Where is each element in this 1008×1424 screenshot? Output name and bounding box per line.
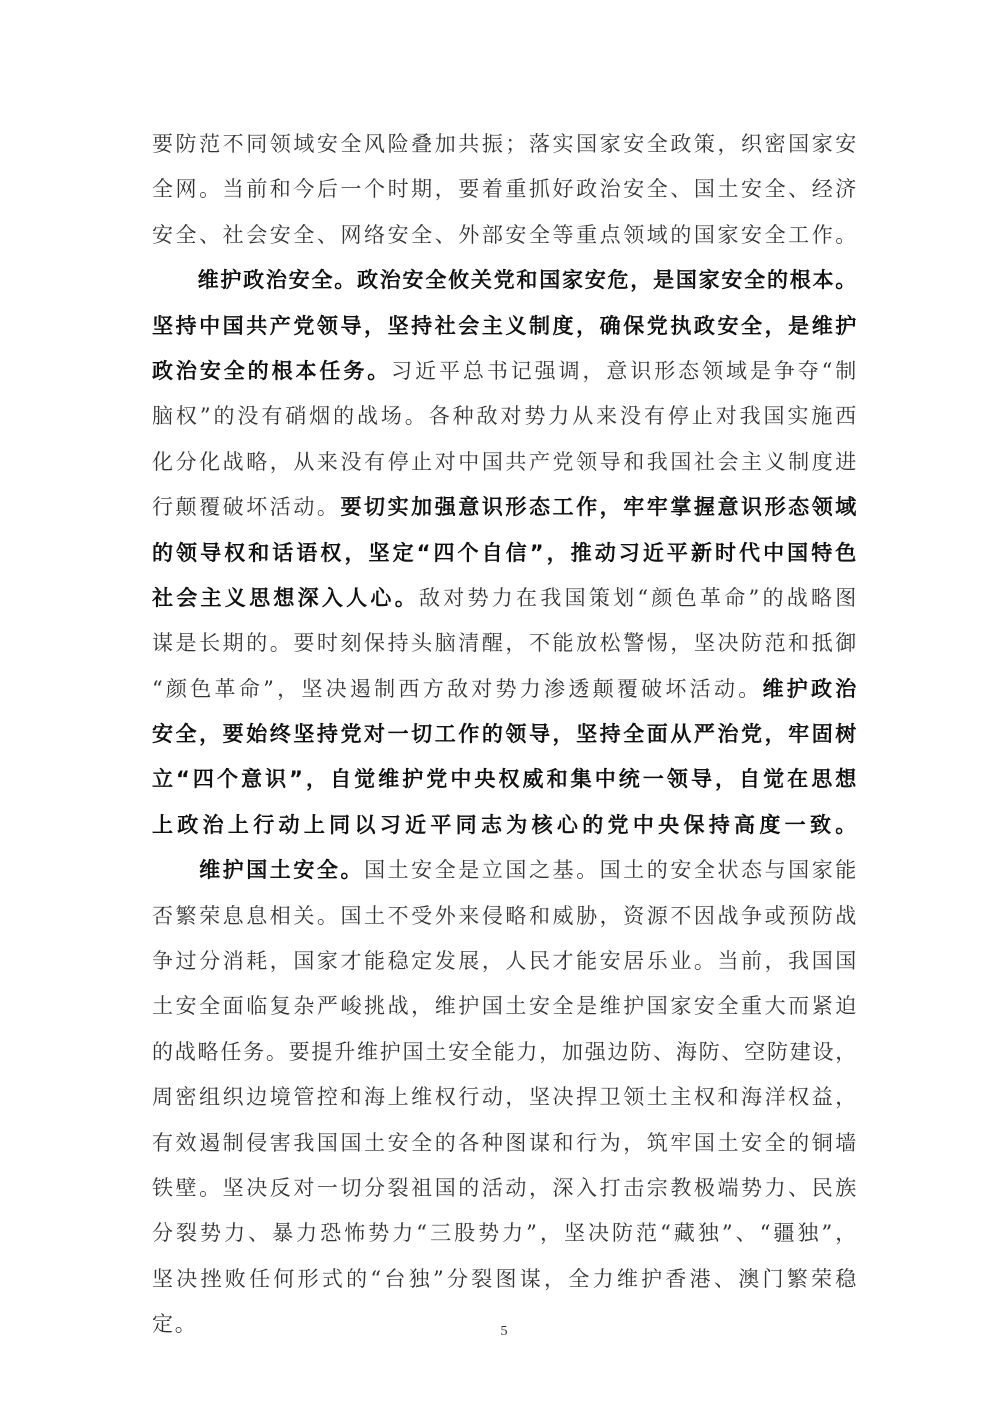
text-line — [152, 712, 858, 757]
text-line — [152, 1030, 858, 1075]
text-line — [152, 349, 858, 394]
bold-text-run: 维护政治安全。政治安全攸关党和国家安危，是国家安全的根本。 — [197, 268, 858, 293]
text-run: 争过分消耗，国家才能稳定发展，人民才能安居乐业。当前，我国国 — [152, 949, 858, 974]
text-line — [152, 894, 858, 939]
text-run: 谋是长期的。要时刻保持头脑清醒，不能放松警惕，坚决防范和抵御 — [152, 631, 858, 656]
text-line — [152, 122, 858, 167]
text-line — [152, 757, 858, 802]
bold-text-run: 维护国土安全。 — [199, 858, 365, 883]
bold-text-run: 安全，要始终坚持党对一切工作的领导，坚持全面从严治党，牢固树 — [152, 722, 858, 747]
text-line — [152, 485, 858, 530]
text-run: 要防范不同领域安全风险叠加共振；落实国家安全政策，织密国家安 — [152, 132, 858, 156]
bold-text-run: 上政治上行动上同以习近平同志为核心的党中央保持高度一致。 — [152, 812, 858, 837]
text-line — [152, 213, 858, 258]
text-run: 有效遏制侵害我国国土安全的各种图谋和行为，筑牢国土安全的铜墙 — [152, 1130, 858, 1155]
text-run: 分裂势力、暴力恐怖势力“三股势力”，坚决防范“藏独”、“疆独”， — [152, 1221, 858, 1246]
text-run: 化分化战略，从来没有停止对中国共产党领导和我国社会主义制度进 — [152, 449, 858, 474]
text-line — [152, 258, 858, 303]
text-run: 敌对势力在我国策划“颜色革命”的战略图 — [418, 585, 858, 610]
text-line — [152, 667, 858, 712]
text-line — [152, 621, 858, 666]
body-text — [152, 122, 858, 1348]
bold-text-run: 坚持中国共产党领导，坚持社会主义制度，确保党执政安全，是维护 — [152, 313, 858, 338]
bold-text-run: 立“四个意识”，自觉维护党中央权威和集中统一领导，自觉在思想 — [152, 767, 858, 792]
text-line — [152, 1121, 858, 1166]
text-run: 周密组织边境管控和海上维权行动，坚决捍卫领土主权和海洋权益， — [152, 1085, 858, 1110]
text-line — [152, 304, 858, 349]
text-run: 定。 — [152, 1312, 198, 1337]
text-run — [152, 268, 198, 292]
text-run: 坚决挫败任何形式的“台独”分裂图谋，全力维护香港、澳门繁荣稳 — [152, 1266, 858, 1291]
text-line — [152, 1211, 858, 1256]
text-run: 安全、社会安全、网络安全、外部安全等重点领域的国家安全工作。 — [152, 222, 858, 247]
text-line — [152, 440, 858, 485]
text-line — [152, 1166, 858, 1211]
text-line — [152, 394, 858, 439]
bold-text-run: 维护政治 — [762, 676, 858, 701]
text-line — [152, 531, 858, 576]
bold-text-run: 的领导权和话语权，坚定“四个自信”，推动习近平新时代中国特色 — [152, 540, 858, 565]
text-line — [152, 576, 858, 621]
text-run: 习近平总书记强调，意识形态领域是争夺“制 — [391, 358, 859, 383]
text-run: 土安全面临复杂严峻挑战，维护国土安全是维护国家安全重大而紧迫 — [152, 994, 858, 1019]
text-run: 全网。当前和今后一个时期，要着重抓好政治安全、国土安全、经济 — [152, 177, 858, 202]
text-line — [152, 1075, 858, 1120]
text-line — [152, 848, 858, 893]
text-line — [152, 984, 858, 1029]
text-run: 否繁荣息息相关。国土不受外来侵略和威胁，资源不因战争或预防战 — [152, 903, 858, 928]
bold-text-run: 要切实加强意识形态工作，牢牢掌握意识形态领域 — [340, 495, 858, 520]
text-run: 行颠覆破坏活动。 — [152, 495, 341, 520]
text-line — [152, 939, 858, 984]
text-line — [152, 803, 858, 848]
text-line — [152, 167, 858, 212]
text-run: 脑权”的没有硝烟的战场。各种敌对势力从来没有停止对我国实施西 — [152, 404, 858, 429]
text-run: 铁壁。坚决反对一切分裂祖国的活动，深入打击宗教极端势力、民族 — [152, 1175, 858, 1200]
text-run: 的战略任务。要提升维护国土安全能力，加强边防、海防、空防建设， — [152, 1039, 858, 1064]
bold-text-run: 政治安全的根本任务。 — [152, 358, 392, 383]
bold-text-run: 社会主义思想深入人心。 — [152, 585, 419, 610]
page-number: 5 — [500, 1324, 508, 1339]
text-line — [152, 1257, 858, 1302]
text-run: “颜色革命”，坚决遏制西方敌对势力渗透颠覆破坏活动。 — [152, 676, 763, 701]
text-run — [152, 858, 199, 882]
text-run: 国土安全是立国之基。国土的安全状态与国家能 — [364, 858, 858, 883]
